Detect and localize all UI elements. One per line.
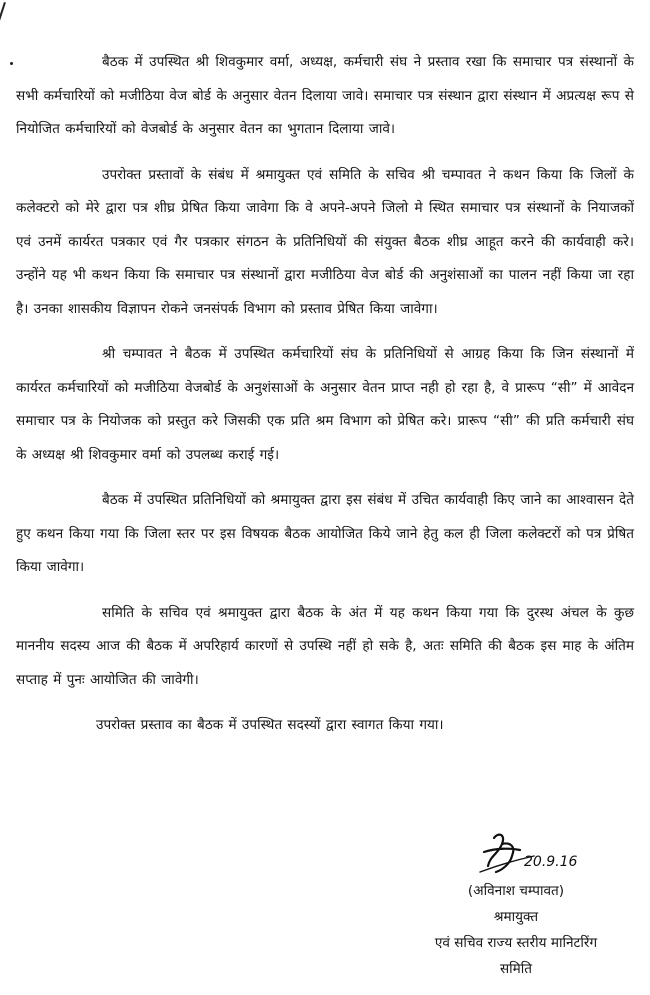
paragraph-assurance: बैठक में उपस्थित प्रतिनिधियों को श्रमायुक्त द्वारा इस संबंध में उचित कार्यवाही किए जाने का आश्वासन देते हुए कथन किया गया कि जिला स्तर पर इस विषयक बैठक आयोजित किये जाने हेतु कल ही जिला कलेक्टरों को पत्र प्रेषित किया जावेगा। — [16, 492, 634, 575]
paragraph-commissioner-response: उपरोक्त प्रस्तावों के संबंध में श्रमायुक्त एवं समिति के सचिव श्री चम्पावत ने कथन किया कि जिलों के कलेक्टरो को मेरे द्वारा पत्र शीघ्र प्रेषित किया जावेगा कि वे अपने-अपने जिलो मे स्थित समाचार पत्र संस्थानों के नियाजकों एवं उनमें कार्यरत पत्रकार एवं गैर पत्रकार संगठन के प्रतिनिधियों की संयुक्त बैठक शीघ्र आहूत करने की कार्यवाही करे। उन्होंने यह भी कथन किया कि समाचार पत्र संस्थानों द्वारा मजीठिया वेज बोर्ड की अनुशंसाओं का पालन नहीं किया जा रहा है। उनका शासकीय विज्ञापन रोकने जनसंपर्क विभाग को प्रस्ताव प्रेषित किया जावेगा। — [16, 166, 634, 317]
letter-body — [16, 46, 634, 755]
signatory-name: (अविनाश चम्पावत) — [467, 883, 565, 899]
margin-dot-mark — [10, 62, 13, 65]
paragraph-form-c-request: श्री चम्पावत ने बैठक में उपस्थित कर्मचारियों संघ के प्रतिनिधियों से आग्रह किया कि जिन संस्थानों में कार्यरत कर्मचारियों को मजीठिया वेजबोर्ड के अनुशंसाओं के अनुसार वेतन प्राप्त नही हो रहा है, वे प्रारूप “सी” में आवेदन समाचार पत्र के नियोजक को प्रस्तुत करे जिसकी एक प्रति श्रम विभाग को प्रेषित करे। प्रारूप “सी” की प्रति कर्मचारी संघ के अध्यक्ष श्री शिवकुमार वर्मा को उपलब्ध कराई गई। — [16, 346, 634, 463]
paragraph-next-meeting: समिति के सचिव एवं श्रमायुक्त द्वारा बैठक के अंत में यह कथन किया गया कि दुरस्थ अंचल के कुछ माननीय सदस्य आज की बैठक में अपरिहार्य कारणों से उपस्थि नहीं हो सके है, अतः समिति की बैठक इस माह के अंतिम सप्ताह में पुनः आयोजित की जावेगी। — [16, 604, 634, 688]
signatory-designation: श्रमायुक्त — [493, 909, 539, 925]
margin-slash-mark — [0, 2, 6, 48]
signatory-committee: समिति — [499, 961, 533, 977]
signatory-block — [396, 878, 636, 982]
paragraph-closing: उपरोक्त प्रस्ताव का बैठक में उपस्थित सदस्यों द्वारा स्वागत किया गया। — [96, 717, 444, 733]
handwritten-signature — [476, 826, 586, 878]
signatory-role: एवं सचिव राज्य स्तरीय मानिटरिंग — [434, 935, 598, 951]
paragraph-proposal: बैठक में उपस्थित श्री शिवकुमार वर्मा, अध्यक्ष, कर्मचारी संघ ने प्रस्ताव रखा कि समाचार पत्र संस्थानों के सभी कर्मचारियों को मजीठिया वेज बोर्ड के अनुसार वेतन दिलाया जावे। समाचार पत्र संस्थान द्वारा संस्थान में अप्रत्यक्ष रूप से नियोजित कर्मचारियों को वेजबोर्ड के अनुसार वेतन का भुगतान दिलाया जावे। — [16, 54, 634, 137]
signature-date: 20.9.16 — [524, 854, 578, 870]
